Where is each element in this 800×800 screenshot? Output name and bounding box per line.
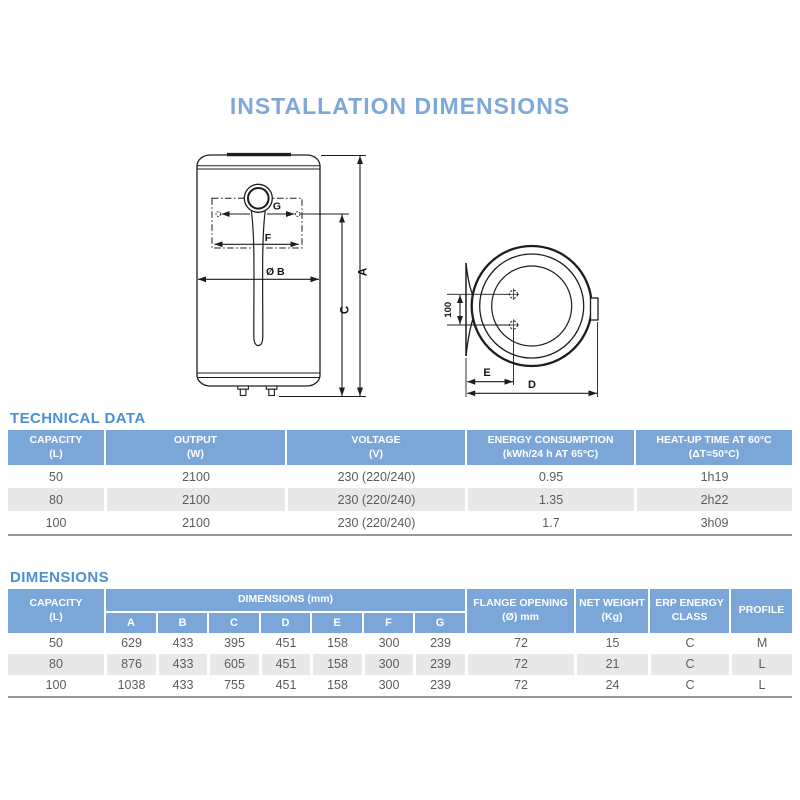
table-cell: 230 (220/240) [285, 465, 465, 488]
table-cell: 433 [156, 675, 207, 696]
table-cell: 605 [207, 654, 259, 675]
table-cell: 72 [465, 633, 574, 654]
column-header-b: B [156, 611, 207, 633]
table-cell: C [648, 633, 729, 654]
table-cell: 50 [8, 465, 104, 488]
column-header-a: A [104, 611, 156, 633]
keyhole-stem [251, 210, 265, 345]
table-cell: L [729, 675, 792, 696]
table-cell: 230 (220/240) [285, 488, 465, 511]
table-cell: 72 [465, 654, 574, 675]
column-header-dimensions-group: DIMENSIONS (mm) [104, 589, 465, 611]
dim-label-e: E [483, 367, 491, 379]
column-header-profile: PROFILE [729, 589, 792, 633]
table-cell: 230 (220/240) [285, 511, 465, 534]
table-cell: 300 [362, 654, 413, 675]
table-cell: 451 [259, 654, 310, 675]
side-flange [591, 298, 599, 320]
table-header-row [8, 430, 792, 465]
table-cell: L [729, 654, 792, 675]
table-row [8, 465, 792, 488]
column-header-g: G [413, 611, 465, 633]
dim-label-diameter-b: Ø B [265, 266, 285, 278]
table-cell: 0.95 [465, 465, 634, 488]
table-cell: 21 [574, 654, 648, 675]
table-cell: 100 [8, 511, 104, 534]
table-cell: 433 [156, 633, 207, 654]
table-cell: 1.7 [465, 511, 634, 534]
page-title: INSTALLATION DIMENSIONS [229, 93, 571, 119]
table-cell: 239 [413, 633, 465, 654]
column-header-weight: NET WEIGHT (Kg) [574, 589, 648, 633]
table-cell: 158 [310, 675, 362, 696]
table-cell: 158 [310, 633, 362, 654]
table-cell: C [648, 675, 729, 696]
table-row [8, 511, 792, 534]
table-cell: 50 [8, 633, 104, 654]
table-cell: 15 [574, 633, 648, 654]
table-cell: 100 [8, 675, 104, 696]
table-cell: 158 [310, 654, 362, 675]
table-cell: 451 [259, 675, 310, 696]
column-header-heatup: HEAT-UP TIME AT 60°C (ΔT=50°C) [634, 430, 792, 465]
column-header-f: F [362, 611, 413, 633]
table-cell: 80 [8, 488, 104, 511]
side-view-diagram [435, 218, 665, 418]
column-header-energy: ENERGY CONSUMPTION (kWh/24 h AT 65°C) [465, 430, 634, 465]
table-cell: 2100 [104, 488, 285, 511]
table-cell: C [648, 654, 729, 675]
table-row [8, 633, 792, 654]
tank-outline [472, 246, 592, 366]
table-cell: 2100 [104, 511, 285, 534]
table-cell: 300 [362, 675, 413, 696]
table-cell: 2h22 [634, 488, 792, 511]
table-row [8, 654, 792, 675]
table-cell: 1.35 [465, 488, 634, 511]
column-header-capacity: CAPACITY (L) [8, 589, 104, 633]
technical-data-heading: TECHNICAL DATA [10, 410, 146, 427]
table-cell: 433 [156, 654, 207, 675]
dim-label-d: D [528, 379, 536, 391]
table-cell: 1h19 [634, 465, 792, 488]
dimensions-table [8, 589, 792, 698]
table-header-row [8, 589, 792, 611]
table-cell: 629 [104, 633, 156, 654]
column-header-d: D [259, 611, 310, 633]
technical-data-table [8, 430, 792, 536]
column-header-capacity: CAPACITY (L) [8, 430, 104, 465]
table-cell: 72 [465, 675, 574, 696]
bottom-pipes [238, 386, 277, 396]
mounting-hole-left [216, 212, 221, 217]
column-header-c: C [207, 611, 259, 633]
table-cell: 451 [259, 633, 310, 654]
table-cell: 876 [104, 654, 156, 675]
table-cell: 1038 [104, 675, 156, 696]
table-row [8, 488, 792, 511]
mounting-hole-right [295, 212, 300, 217]
table-cell: 24 [574, 675, 648, 696]
dim-label-a: A [357, 267, 370, 277]
column-header-voltage: VOLTAGE (V) [285, 430, 465, 465]
table-cell: 239 [413, 654, 465, 675]
dimensions-heading: DIMENSIONS [10, 569, 110, 586]
table-cell: 2100 [104, 465, 285, 488]
table-cell: 755 [207, 675, 259, 696]
table-cell: M [729, 633, 792, 654]
table-cell: 239 [413, 675, 465, 696]
dim-label-c: C [339, 305, 352, 315]
table-cell: 3h09 [634, 511, 792, 534]
column-header-flange: FLANGE OPENING (Ø) mm [465, 589, 574, 633]
dim-label-g: G [272, 200, 282, 213]
front-view-diagram [180, 138, 400, 423]
dim-label-100: 100 [443, 301, 454, 318]
column-header-output: OUTPUT (W) [104, 430, 285, 465]
dim-label-f: F [264, 232, 272, 244]
table-row [8, 675, 792, 696]
table-cell: 300 [362, 633, 413, 654]
column-header-e: E [310, 611, 362, 633]
table-cell: 395 [207, 633, 259, 654]
table-cell: 80 [8, 654, 104, 675]
column-header-erp: ERP ENERGY CLASS [648, 589, 729, 633]
